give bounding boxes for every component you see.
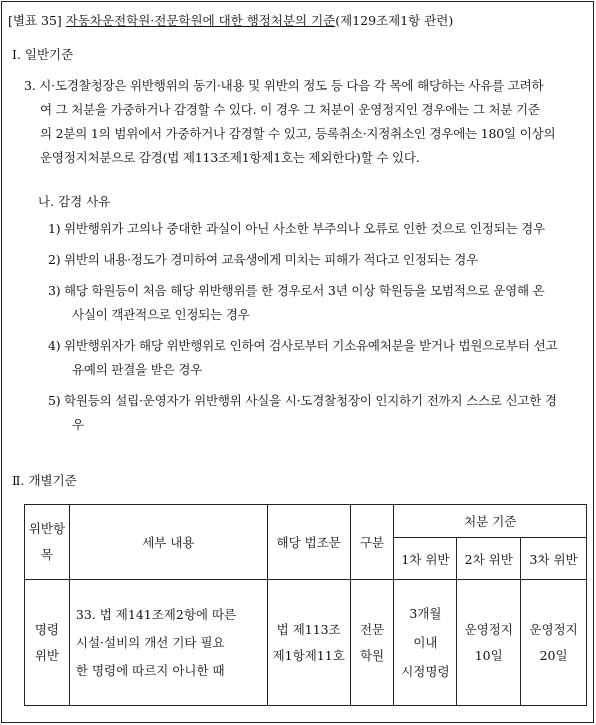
- cell-first-violation: 3개월 이내 시정명령: [394, 580, 457, 706]
- cell-details: 33. 법 제141조제2항에 따른 시설·설비의 개선 기타 필요 한 명령에 따르지 아니한 때: [69, 580, 267, 706]
- item-text: 위반행위자가 해당 위반행위로 인하여 검사로부터 기소유예처분을 받거나 법원으로부터 선고: [64, 338, 558, 353]
- document-title: [8, 11, 453, 29]
- para-line: 여 그 처분을 가중하거나 감경할 수 있다. 이 경우 그 처분이 운영정지인 경우에는 그 처분 기준: [40, 102, 540, 117]
- cell-third-violation: 운영정지 20일: [521, 580, 587, 706]
- item-number: 1): [48, 221, 61, 236]
- item-text: 유예의 판결을 받은 경우: [72, 362, 203, 377]
- header-details: 세부 내용: [69, 505, 267, 580]
- cell-second-violation: 운영정지 10일: [457, 580, 521, 706]
- header-violation-type: 위반항 목: [25, 505, 70, 580]
- table-row: [25, 580, 587, 706]
- header-first-violation: 1차 위반: [394, 538, 457, 580]
- cell-violation-type: 명령 위반: [25, 580, 70, 706]
- list-item: [48, 334, 590, 382]
- item-text: 우: [72, 417, 84, 432]
- list-item: [48, 248, 590, 272]
- mitigation-list: [48, 217, 590, 437]
- title-main: 자동차운전학원·전문학원에 대한 행정처분의 기준: [65, 13, 336, 28]
- item-number: 5): [48, 393, 61, 408]
- cell-category: 전문 학원: [350, 580, 394, 706]
- item-text: 위반의 내용·정도가 경미하여 교육생에게 미치는 피해가 적다고 인정되는 경우: [64, 252, 478, 267]
- header-third-violation: 3차 위반: [521, 538, 587, 580]
- item-number: 4): [48, 338, 61, 353]
- title-suffix: (제129조제1항 관련): [335, 13, 454, 28]
- header-law-article: 해당 법조문: [267, 505, 350, 580]
- document-page: [1, 1, 594, 723]
- individual-heading: Ⅱ. 개별기준: [12, 473, 77, 488]
- para-line: 운영정지처분으로 감경(법 제113조제1항제1호는 제외한다)할 수 있다.: [40, 150, 420, 165]
- para-line: 의 2분의 1의 범위에서 가중하거나 감경할 수 있고, 등록취소·지정취소인 경우에는 180일 이상의: [40, 126, 556, 141]
- header-second-violation: 2차 위반: [457, 538, 521, 580]
- general-heading: Ⅰ. 일반기준: [12, 47, 74, 62]
- item-text: 해당 학원등이 처음 해당 위반행위를 한 경우로서 3년 이상 학원등을 모범적으로 운영해 온: [64, 283, 545, 298]
- item-text: 학원등의 설립·운영자가 위반행위 사실을 시·도경찰청장이 인지하기 전까지 스스로 신고한 경: [64, 393, 557, 408]
- disposition-table: [24, 504, 587, 706]
- header-disposition: 처분 기준: [394, 505, 587, 538]
- cell-law-article: 법 제113조 제1항제11호: [267, 580, 350, 706]
- general-paragraph: [24, 74, 590, 170]
- item-number: 2): [48, 252, 61, 267]
- list-item: [48, 279, 590, 327]
- item-text: 사실이 객관적으로 인정되는 경우: [72, 307, 250, 322]
- title-prefix: [별표 35]: [8, 13, 66, 28]
- item-text: 위반행위가 고의나 중대한 과실이 아닌 사소한 부주의나 오류로 인한 것으로 인정되는 경우: [64, 221, 545, 236]
- mitigation-heading: 나. 감경 사유: [38, 194, 111, 209]
- list-item: [48, 217, 590, 241]
- list-item: [48, 389, 590, 437]
- item-number: 3): [48, 283, 61, 298]
- para-line: 3. 시·도경찰청장은 위반행위의 동기·내용 및 위반의 정도 등 다음 각 목에 해당하는 사유를 고려하: [24, 78, 544, 93]
- header-category: 구분: [350, 505, 394, 580]
